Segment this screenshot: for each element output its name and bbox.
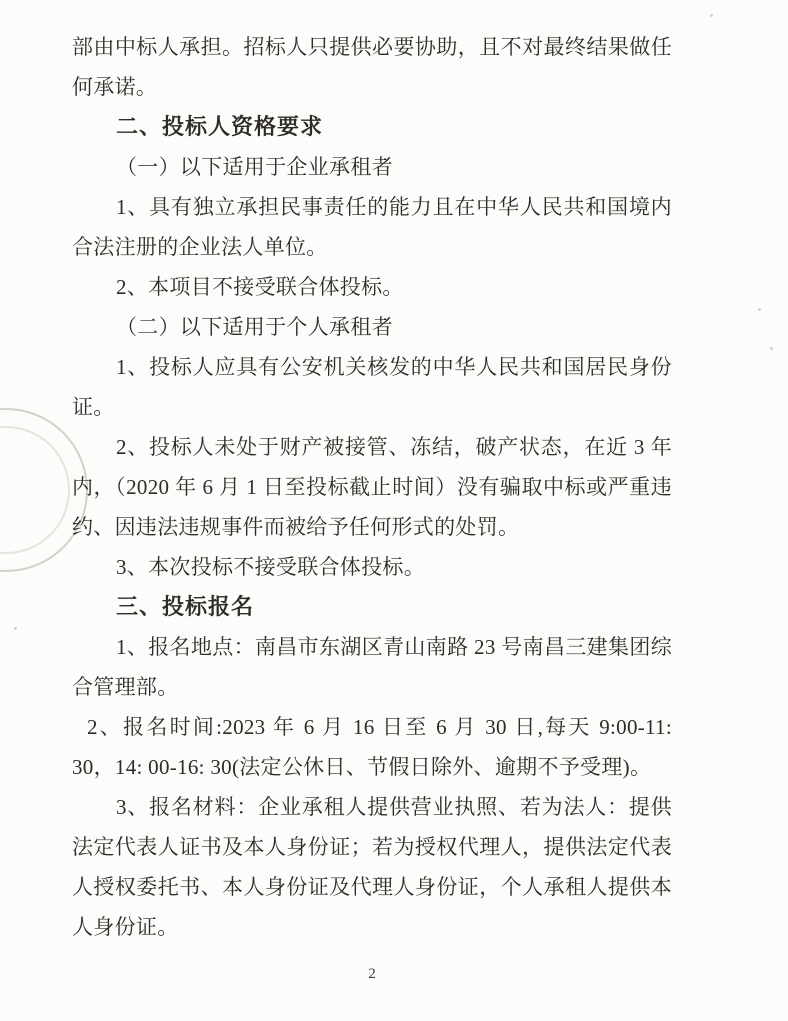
text-line: 1、具有独立承担民事责任的能力且在中华人民共和国境内 [116,195,672,219]
text-line: （二）以下适用于个人承租者 [116,315,393,339]
stamp-arc-inner [0,426,70,554]
text-line: 30，14: 00-16: 30(法定公休日、节假日除外、逾期不予受理)。 [72,755,652,779]
text-line: 约、因违法违规事件而被给予任何形式的处罚。 [72,515,520,539]
text-line: 人身份证。 [72,915,179,939]
text-line: 3、本次投标不接受联合体投标。 [116,555,425,579]
scan-noise [710,14,713,17]
section-heading: 三、投标报名 [116,594,255,619]
text-line: 法定代表人证书及本人身份证；若为授权代理人，提供法定代表 [72,835,672,859]
text-line: 证。 [72,395,115,419]
text-line: 2、本项目不接受联合体投标。 [116,275,404,299]
document-body [72,27,672,947]
text-line: 部由中标人承担。招标人只提供必要协助，且不对最终结果做任 [72,35,672,59]
text-line: 何承诺。 [72,75,158,99]
text-line: 合法注册的企业法人单位。 [72,235,328,259]
text-line: 2、报名时间:2023 年 6 月 16 日至 6 月 30 日,每天 9:00-11: [87,715,672,739]
text-line: 3、报名材料：企业承租人提供营业执照、若为法人：提供 [116,795,672,819]
text-line: 内，（2020 年 6 月 1 日至投标截止时间）没有骗取中标或严重违 [72,475,672,499]
section-heading: 二、投标人资格要求 [116,114,324,139]
scan-noise [758,308,761,311]
scan-noise [770,347,773,350]
text-line: 1、报名地点：南昌市东湖区青山南路 23 号南昌三建集团综 [116,635,672,659]
text-line: 2、投标人未处于财产被接管、冻结，破产状态，在近 3 年 [116,435,672,459]
text-line: 1、投标人应具有公安机关核发的中华人民共和国居民身份 [116,355,672,379]
text-line: 合管理部。 [72,675,179,699]
text-line: 人授权委托书、本人身份证及代理人身份证，个人承租人提供本 [72,875,672,899]
page-number: 2 [368,966,376,982]
text-line: （一）以下适用于企业承租者 [116,155,393,179]
scan-noise [14,627,17,630]
